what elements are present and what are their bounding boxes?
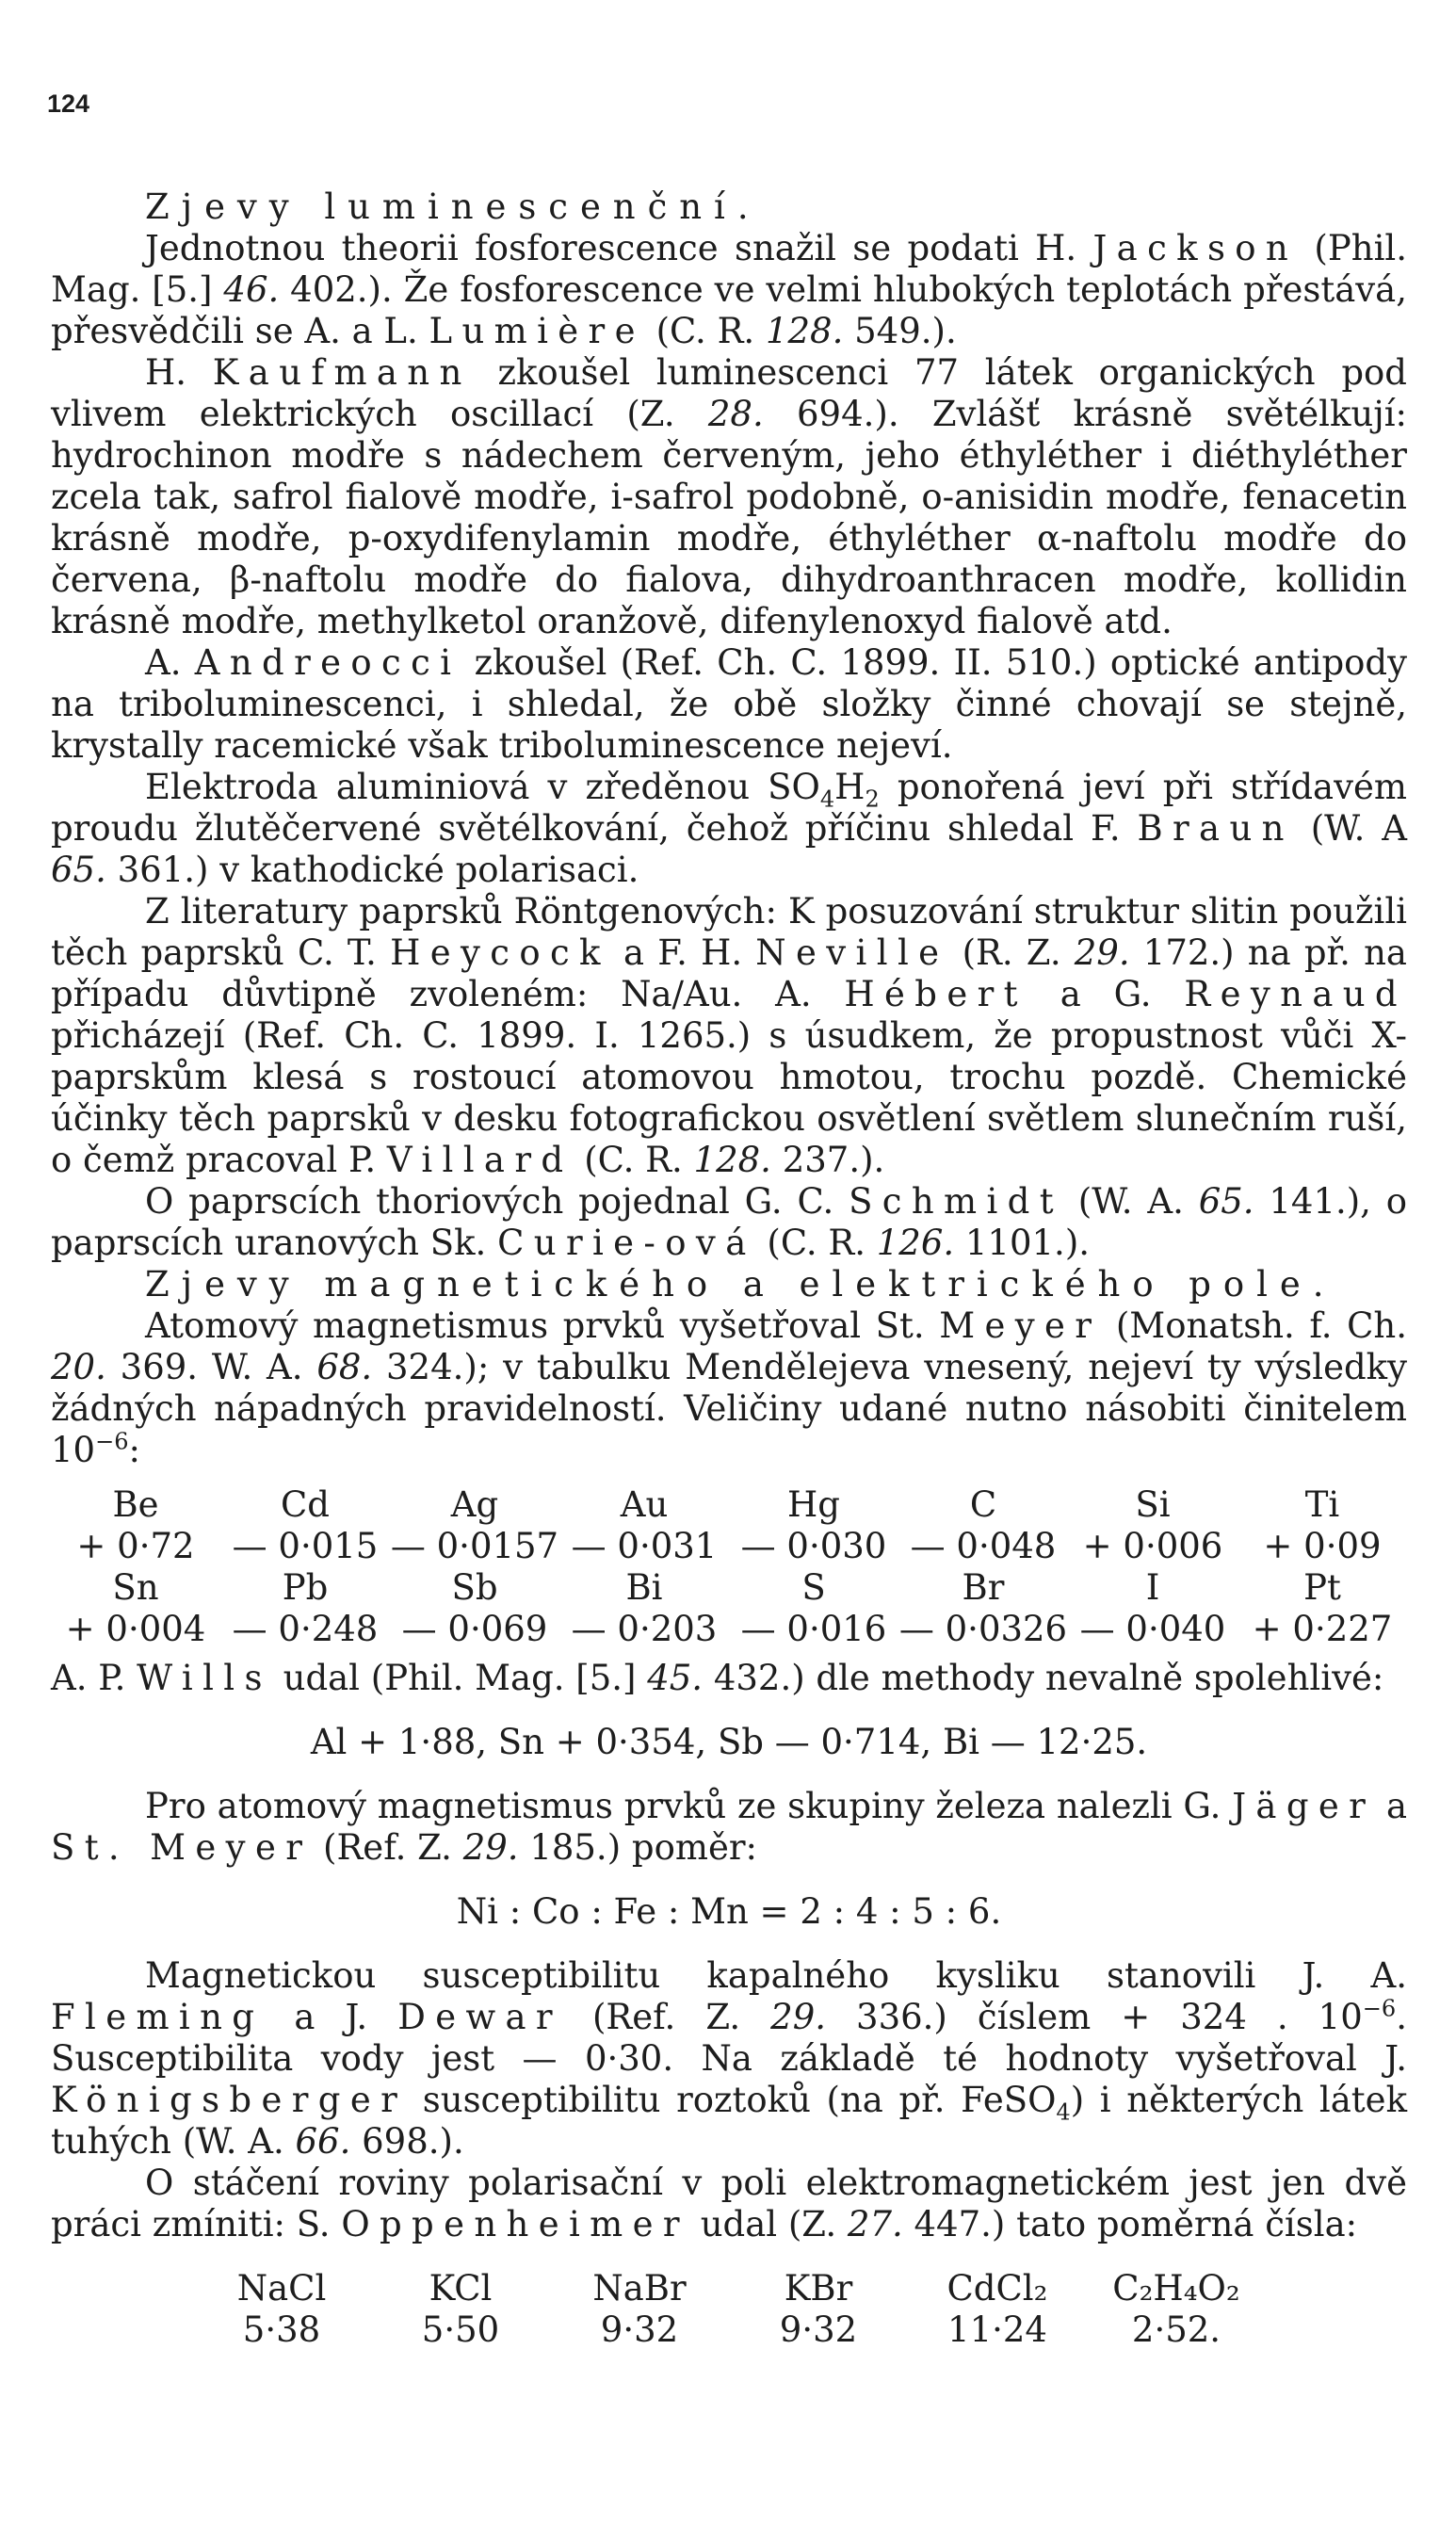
text: (Ref. Z. xyxy=(591,1997,741,2037)
author-name: St. Meyer xyxy=(51,1827,313,1868)
paragraph-wills xyxy=(51,1658,1407,1699)
compound-value: 5·38 xyxy=(242,2309,321,2350)
text: 698.). xyxy=(362,2121,464,2162)
table-cell: Sn xyxy=(112,1567,159,1608)
table-cell: Br xyxy=(962,1567,1005,1608)
formula-wills: Al + 1·88, Sn + 0·354, Sb — 0·714, Bi — 12·25. xyxy=(310,1722,1148,1762)
superscript: −6 xyxy=(95,1428,129,1455)
table-cell: Sb xyxy=(451,1567,498,1608)
text: a F. H. xyxy=(623,932,743,973)
table-cell: — 0·030 xyxy=(740,1526,887,1566)
table-cell: C xyxy=(969,1484,997,1525)
volume-number: 66. xyxy=(295,2121,351,2162)
compound-header: C₂H₄O₂ xyxy=(1112,2268,1240,2309)
volume-number: 68. xyxy=(316,1347,373,1387)
superscript: −6 xyxy=(1362,1995,1397,2022)
compound-value: 11·24 xyxy=(947,2309,1047,2350)
paragraph-paprsky xyxy=(51,1181,1407,1264)
author-name: Königsberger xyxy=(51,2080,408,2120)
text: 141.), o paprscích uranových Sk. xyxy=(51,1181,1408,1263)
text: . Susceptibilita vody jest — 0·30. Na základě té hodnoty vyšetřoval J. xyxy=(51,1997,1407,2079)
text: (C. R. xyxy=(767,1223,866,1263)
table-cell: Cd xyxy=(281,1484,330,1525)
compound-header: KBr xyxy=(784,2268,853,2309)
text: 324.); v tabulku Mendělejeva vnesený, nejeví ty výsledky žádných nápadných pravidelností. Veličiny udané nutno násobiti činitelem 10 xyxy=(51,1347,1407,1470)
text: 369. W. A. xyxy=(120,1347,303,1387)
text: ) i některých látek tuhých (W. A. xyxy=(51,2080,1407,2162)
text: přicházejí (Ref. Ch. C. 1899. I. 1265.) s úsudkem, že propustnost vůči X-paprskům klesá s rostoucí atomovou hmotou, trochu pozdě. Chemické účinky těch paprsků v desku fotografickou osvětlení světlem slunečním ruší, o čemž pracoval P. xyxy=(51,1015,1407,1180)
text: (R. Z. xyxy=(962,932,1061,973)
table-cell: Hg xyxy=(787,1484,840,1525)
paragraph-kaufmann xyxy=(51,352,1407,642)
volume-number: 65. xyxy=(1198,1181,1254,1222)
text: 447.) tato poměrná čísla: xyxy=(914,2204,1358,2244)
author-name: Dewar xyxy=(397,1997,562,2037)
volume-number: 128. xyxy=(693,1140,771,1180)
table-cell: + 0·006 xyxy=(1082,1526,1223,1566)
author-name: Andreocci xyxy=(194,642,461,683)
text: 336.) číslem + 324 . 10 xyxy=(856,1997,1363,2037)
text: a xyxy=(1385,1786,1408,1826)
author-name: Jackson xyxy=(1092,228,1299,268)
text: H xyxy=(834,767,866,807)
text: a J. xyxy=(294,1997,368,2037)
table-cell: + 0·09 xyxy=(1263,1526,1382,1566)
compound-value: 9·32 xyxy=(600,2309,679,2350)
text: 432.) dle methody nevalně spolehlivé: xyxy=(713,1658,1384,1698)
table-cell: — 0·069 xyxy=(401,1609,548,1649)
table-cell: Pt xyxy=(1303,1567,1341,1608)
paragraph-elektroda xyxy=(51,767,1407,891)
text: zkoušel luminescenci 77 látek organických pod vlivem elektrických oscillací (Z. xyxy=(51,352,1407,434)
compound-value: 5·50 xyxy=(421,2309,500,2350)
text: Jednotnou theorii fosforescence snažil se podati H. xyxy=(145,228,1077,268)
compound-value: 9·32 xyxy=(779,2309,858,2350)
author-name: Reynaud xyxy=(1184,974,1407,1014)
table-cell: + 0·004 xyxy=(65,1609,206,1649)
text: (Ref. Z. xyxy=(323,1827,452,1868)
text: udal (Z. xyxy=(700,2204,837,2244)
table-cell: Pb xyxy=(282,1567,329,1608)
paragraph-andreocci xyxy=(51,642,1407,767)
table-cell: Ti xyxy=(1304,1484,1340,1525)
author-name: Braun xyxy=(1137,808,1294,849)
paragraph-fosforescence xyxy=(51,228,1407,352)
text: (Monatsh. f. Ch. xyxy=(1115,1305,1407,1346)
text: 237.). xyxy=(782,1140,885,1180)
author-name: Lumière xyxy=(429,311,645,351)
text: 185.) poměr: xyxy=(529,1827,757,1868)
page-number: 124 xyxy=(47,89,90,118)
compound-header: NaCl xyxy=(236,2268,327,2309)
paragraph-atomovy-magnetismus xyxy=(51,1305,1407,1471)
text: a G. xyxy=(1060,974,1152,1014)
volume-number: 27. xyxy=(847,2204,903,2244)
compound-header: CdCl₂ xyxy=(946,2268,1048,2309)
text: Atomový magnetismus prvků vyšetřoval St. xyxy=(145,1305,925,1346)
section-heading-magnetic: Zjevy magnetického a elektrického pole. xyxy=(145,1264,1336,1304)
author-name: Heycock xyxy=(390,932,610,973)
text: 361.) v kathodické polarisaci. xyxy=(117,850,639,890)
volume-number: 46. xyxy=(223,269,280,310)
text: O stáčení roviny polarisační v poli elektromagnetickém jest jen dvě práci zmíniti: S. xyxy=(51,2163,1407,2244)
table-cell: + 0·227 xyxy=(1252,1609,1393,1649)
table-cell: Ag xyxy=(450,1484,499,1525)
table-cell: — 0·015 xyxy=(232,1526,379,1566)
text: zkoušel (Ref. Ch. C. 1899. II. 510.) optické antipody na triboluminescenci, i shledal, že obě složky činné chovají se stejně, krystally racemické však triboluminescence nejeví. xyxy=(51,642,1407,766)
subscript: 4 xyxy=(1056,2098,1071,2126)
table-cell: Au xyxy=(620,1484,669,1525)
volume-number: 126. xyxy=(876,1223,955,1263)
text: 172.) na př. na případu důvtipně zvoleném: Na/Au. A. xyxy=(51,932,1407,1014)
author-name: Kaufmann xyxy=(212,352,472,393)
text: udal (Phil. Mag. [5.] xyxy=(283,1658,637,1698)
volume-number: 65. xyxy=(51,850,106,890)
text: (C. R. xyxy=(584,1140,683,1180)
text: Elektroda aluminiová v zředěnou SO xyxy=(145,767,820,807)
volume-number: 29. xyxy=(462,1827,519,1868)
volume-number: 45. xyxy=(647,1658,704,1698)
author-name: Hébert xyxy=(844,974,1027,1014)
author-name: Fleming xyxy=(51,1997,265,2037)
author-name: Meyer xyxy=(939,1305,1102,1346)
author-name: Neville xyxy=(755,932,949,973)
table-cell: — 0·048 xyxy=(910,1526,1057,1566)
table-cell: Be xyxy=(112,1484,159,1525)
paragraph-susceptibilita xyxy=(51,1955,1407,2163)
table-cell: — 0·016 xyxy=(740,1609,887,1649)
table-cell: Bi xyxy=(625,1567,663,1608)
text: Pro atomový magnetismus prvků ze skupiny železa nalezli G. xyxy=(145,1786,1221,1826)
section-heading-luminescence: Zjevy luminescenční. xyxy=(145,186,761,227)
text: susceptibilitu roztoků (na př. FeSO xyxy=(422,2080,1057,2120)
volume-number: 28. xyxy=(707,394,764,434)
table-cell: + 0·72 xyxy=(76,1526,195,1566)
table-cell: Si xyxy=(1135,1484,1171,1525)
compound-header: NaBr xyxy=(592,2268,687,2309)
subscript: 4 xyxy=(819,786,835,813)
table-cell: — 0·040 xyxy=(1079,1609,1226,1649)
author-name: Oppenheimer xyxy=(341,2204,689,2244)
text: (W. A. xyxy=(1077,1181,1184,1222)
paragraph-zelezo xyxy=(51,1786,1407,1869)
text: H. xyxy=(145,352,187,393)
text: Z literatury paprsků Röntgenových: K posuzování struktur slitin použili těch paprsků C. T. xyxy=(51,891,1407,973)
text: 694.). Zvlášť krásně světélkují: hydrochinon modře s nádechem červeným, jeho éthyléther i diéthyléther zcela tak, safrol fialově modře, i-safrol podobně, o-anisidin modře, fenacetin krásně modře, p-oxydifenylamin modře, éthyléther α-naftolu modře do červena, β-naftolu modře do fialova, dihydroanthracen modře, kollidin krásně modře, methylketol oranžově, difenylenoxyd fialově atd. xyxy=(51,394,1407,641)
text: Magnetickou susceptibilitu kapalného kysliku stanovili J. A. xyxy=(145,1955,1407,1996)
author-name: Curie-ová xyxy=(497,1223,756,1263)
text: ponořená jeví při střídavém proudu žlutěčervené světélkování, čehož příčinu shledal F. xyxy=(51,767,1408,849)
text: 1101.). xyxy=(964,1223,1091,1263)
compound-value: 2·52. xyxy=(1131,2309,1221,2350)
text: O paprscích thoriových pojednal G. C. xyxy=(145,1181,834,1222)
rotation-table xyxy=(51,2268,1407,2351)
table-cell: — 0·0326 xyxy=(898,1609,1068,1649)
magnetism-table xyxy=(51,1484,1407,1650)
text: (C. R. xyxy=(655,311,755,351)
text: A. xyxy=(145,642,182,683)
author-name: Jäger xyxy=(1232,1786,1376,1826)
paragraph-polarisace xyxy=(51,2163,1407,2245)
text: : xyxy=(128,1430,141,1470)
text: 402.). Že fosforescence ve velmi hlubokých teplotách přestává, přesvědčili se A. a L. xyxy=(51,269,1407,351)
text: A. P. xyxy=(51,1658,126,1698)
subscript: 2 xyxy=(865,786,880,813)
text: 549.). xyxy=(854,311,957,351)
table-cell: — 0·248 xyxy=(232,1609,379,1649)
formula-ratio: Ni : Co : Fe : Mn = 2 : 4 : 5 : 6. xyxy=(456,1891,1002,1932)
text: (Phil. Mag. [5.] xyxy=(51,228,1408,310)
author-name: Villard xyxy=(386,1140,574,1180)
page-body xyxy=(51,186,1407,2351)
table-cell: — 0·0157 xyxy=(390,1526,559,1566)
author-name: Wills xyxy=(137,1658,272,1698)
table-cell: I xyxy=(1145,1567,1160,1608)
author-name: Schmidt xyxy=(849,1181,1063,1222)
paragraph-rontgen xyxy=(51,891,1407,1181)
volume-number: 20. xyxy=(51,1347,106,1387)
table-cell: S xyxy=(801,1567,826,1608)
text: (W. A xyxy=(1310,808,1407,849)
compound-header: KCl xyxy=(429,2268,493,2309)
table-cell: — 0·031 xyxy=(571,1526,718,1566)
volume-number: 29. xyxy=(770,1997,827,2037)
volume-number: 128. xyxy=(765,311,844,351)
volume-number: 29. xyxy=(1074,932,1130,973)
table-cell: — 0·203 xyxy=(571,1609,718,1649)
